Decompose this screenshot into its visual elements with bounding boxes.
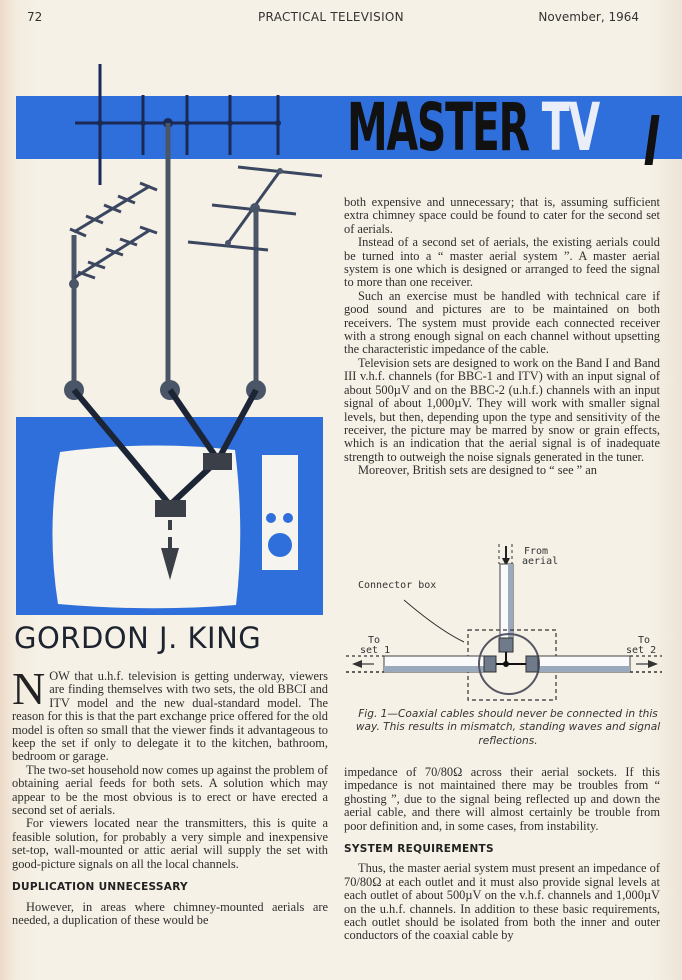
body-paragraph: Such an exercise must be handled with technical care if good sound and pictures are to be maintained on both receivers. The system must provide each connected receiver with a strong enough signal on each channel without upsetting the characteristic impedance of the cable. <box>344 288 660 357</box>
to-set-1-arrow-icon <box>352 660 362 668</box>
label-to-set-1-b: set 1 <box>360 645 391 656</box>
tv-knob-small-right <box>283 513 293 523</box>
aerial-tv-illustration <box>0 60 340 620</box>
uhf-yagi-aerials <box>70 183 157 278</box>
right-column-bottom <box>344 766 660 943</box>
body-paragraph: impedance of 70/80Ω across their aerial sockets. If this impedance is not maintained there may be troubles from “ ghosting ”, due to the signal being reflected up and down the aerial cable, and there will almost certainly be trouble from poor definition and, in some cases, from instability. <box>344 765 660 833</box>
combiner-box-upper <box>203 453 232 470</box>
title-main: MASTER <box>347 89 529 166</box>
intro-paragraph: NOW that u.h.f. television is getting underway, viewers are finding themselves with two sets, the old BBCI and ITV model and the new dual-standard model. The reason for this is that the part exchange price offered for the old model is often so small that the viewer finds it advantageous to keep the set if only to delegate it to the kitchen, bathroom, bedroom or garage. <box>12 663 328 764</box>
title-continuation: TV <box>541 89 599 166</box>
connector-box-diagram <box>344 540 666 710</box>
body-paragraph: Instead of a second set of aerials, the existing aerials could be turned into a “ master aerial system ”. A master aerial system is one which is designed or arranged to feed the signal to more than one receiver. <box>344 235 660 290</box>
page-number: 72 <box>27 10 43 24</box>
label-to-set-2-a: To <box>638 635 651 646</box>
body-paragraph: both expensive and unnecessary; that is, assuming sufficient extra chimney space could be found to cater for the second set of aerials. <box>344 195 660 236</box>
running-header <box>0 10 682 28</box>
issue-date: November, 1964 <box>538 10 639 24</box>
combiner-box-lower <box>155 500 186 517</box>
tv-knob-small-left <box>266 513 276 523</box>
left-column <box>12 663 328 927</box>
section-heading: SYSTEM REQUIREMENTS <box>344 843 494 856</box>
body-paragraph: For viewers located near the transmitters, this is quite a feasible solution, for probably a very simple and inexpensive set-top, wall-mounted or attic aerial will supply the set with good-picture signals on all the local channels. <box>12 816 328 871</box>
label-aerial: aerial <box>522 556 559 567</box>
tv-knob-large <box>268 533 292 557</box>
label-from: From <box>524 546 549 557</box>
figure-1-diagram <box>344 540 666 720</box>
section-heading: DUPLICATION UNNECESSARY <box>12 881 188 894</box>
body-paragraph: Moreover, British sets are designed to “ see ” an <box>358 463 597 478</box>
label-to-set-1-a: To <box>368 635 381 646</box>
drop-cap: N <box>12 663 46 714</box>
body-paragraph: The two-set household now comes up against the problem of obtaining aerial feeds for both sets. A solution which may appear to be the most obvious is to erect or have erected a second set of aerials. <box>12 762 328 818</box>
body-paragraph: Television sets are designed to work on the Band I and Band III v.h.f. channels (for BBC-1 and ITV) with an input signal of about 500µV and on the BBC-2 (u.h.f.) channels with an input signal of about 1,000µV. They will work with smaller signal levels, but then, depending upon the type and sensitivity of the receiver, the picture may be marred by snow or grain effects, which is an indication that the aerial signal is of inadequate strength to outweigh the noise signals generated in the tuner. <box>344 355 660 464</box>
author-byline: GORDON J. KING <box>14 621 262 655</box>
figure-caption: Fig. 1—Coaxial cables should never be connected in this way. This results in mismatch, standing waves and signal reflections. <box>355 708 661 747</box>
label-connector-box: Connector box <box>358 580 437 591</box>
label-to-set-2-b: set 2 <box>626 645 657 656</box>
right-column-top <box>344 196 660 478</box>
to-set-2-arrow-icon <box>648 660 658 668</box>
body-paragraph: Thus, the master aerial system must present an impedance of 70/80Ω at each outlet and it must also provide signal levels at each outlet of about 500µV on the v.h.f. channels and 1,000µV on the u.h.f. channels. In addition to these basic requirements, each outlet should be isolated from both the inner and outer conductors of the coaxial cable by <box>344 861 660 943</box>
magazine-title: PRACTICAL TELEVISION <box>258 10 404 24</box>
body-paragraph: However, in areas where chimney-mounted aerials are needed, a duplication of these would be <box>12 899 328 927</box>
article-title <box>347 89 599 166</box>
